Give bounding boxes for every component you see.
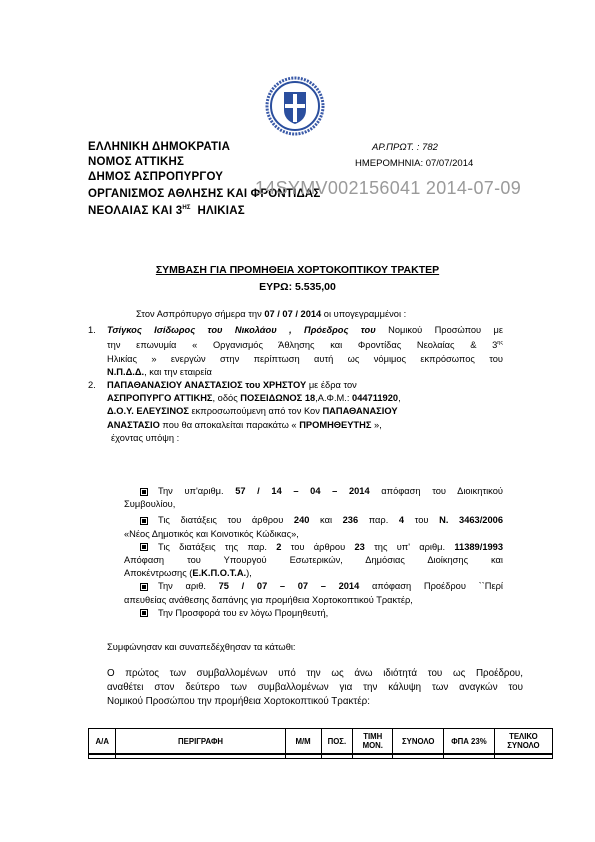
list-item: Την αριθ. 75 / 07 – 07 – 2014 απόφαση Προέδρου ``Περί	[140, 580, 503, 593]
ada-stamp: 14SYMV002156041 2014-07-09	[255, 178, 522, 198]
col-description: ΠΕΡΙΓΡΑΦΗ	[116, 729, 285, 755]
party2-block: ΠΑΠΑΘΑΝΑΣΙΟΥ ΑΝΑΣΤΑΣΙΟΣ του ΧΡΗΣΤΟΥ με έδρα τον ΑΣΠΡΟΠΥΡΓΟ ΑΤΤΙΚΗΣ, οδός ΠΟΣΕΙΔΩΝΟΣ 18,Α.Φ.Μ.: 044711920, Δ.Ο.Υ. ΕΛΕΥΣΙΝΟΣ εκπροσωπούμενη από τον Κον ΠΑΠΑΘΑΝΑΣΙΟΥ ΑΝΑΣΤΑΣΙΟ που θα αποκαλείται παρακάτω « ΠΡΟΜΗΘΕΥΤΗΣ », έχοντας υπόψη :	[107, 380, 401, 443]
checkbox-bullet-icon	[140, 517, 148, 525]
col-quantity: ΠΟΣ.	[321, 729, 353, 755]
greek-coat-of-arms-icon	[265, 76, 325, 136]
header-republic: ΕΛΛΗΝΙΚΗ ΔΗΜΟΚΡΑΤΙΑ	[88, 141, 231, 153]
assignment-paragraph: Ο πρώτος των συμβαλλομένων υπό την ως άνω ιδιότητά του ως Προέδρου, αναθέτει στον δεύτερο των συμβαλλομένων για την κάλυψη των αναγκών του Νομικού Προσώπου την προμήθεια Χορτοκοπτικού Τρακτέρ:	[107, 668, 523, 707]
checkbox-bullet-icon	[140, 583, 148, 591]
col-total: ΣΥΝΟΛΟ	[393, 729, 444, 755]
protocol-number: ΑΡ.ΠΡΩΤ. : 782	[372, 142, 438, 153]
header-organization: ΟΡΓΑΝΙΣΜΟΣ ΑΘΛΗΣΗΣ ΚΑΙ ΦΡΟΝΤΙΔΑΣ	[88, 188, 321, 200]
header-prefecture: ΝΟΜΟΣ ΑΤΤΙΚΗΣ	[88, 156, 185, 168]
list-item: Τις διατάξεις της παρ. 2 του άρθρου 23 της υπ' αριθμ. 11389/1993	[140, 541, 503, 554]
list-item: Την Προσφορά του εν λόγω Προμηθευτή,	[140, 607, 503, 620]
party1-number: 1.	[88, 325, 96, 335]
col-aa: Α/Α	[89, 729, 116, 755]
list-item: Τις διατάξεις του άρθρου 240 και 236 παρ. 4 του Ν. 3463/2006	[140, 514, 503, 527]
checkbox-bullet-icon	[140, 488, 148, 496]
agreed-line: Συμφώνησαν και συναπεδέχθησαν τα κάτωθι:	[107, 642, 296, 652]
col-unit-price: ΤΙΜΗ ΜΟΝ.	[353, 729, 393, 755]
party2-number: 2.	[88, 380, 96, 390]
considerations-list: Την υπ'αριθμ. 57 / 14 – 04 – 2014 απόφαση του Διοικητικού Συμβουλίου, Τις διατάξεις του άρθρου 240 και 236 παρ. 4 του Ν. 3463/2006 «Νέος Δημοτικός και Κοινοτικός Κώδικας», Τις διατάξεις της παρ. 2 του άρθρου 23 της υπ' αριθμ. 11389/1993 Απόφαση του Υπουργού Εσωτερικών, Δημόσιας Διοίκησης και Αποκέντρωσης (Ε.Κ.Π.Ο.Τ.Α.), Την αριθ. 75 / 07 – 07 – 2014 απόφαση Προέδρου ``Περί απευθείας ανάθεσης δαπάνης για προμήθεια Χορτοκοπτικού Τρακτέρ, Την Προσφορά του εν λόγω Προμηθευτή,	[140, 485, 503, 620]
checkbox-bullet-icon	[140, 543, 148, 551]
checkbox-bullet-icon	[140, 609, 148, 617]
table-separator	[89, 754, 553, 759]
table-header-row	[89, 729, 553, 755]
list-item: Την υπ'αριθμ. 57 / 14 – 04 – 2014 απόφαση του Διοικητικού	[140, 485, 503, 498]
intro-line: Στον Ασπρόπυργο σήμερα την 07 / 07 / 2014 οι υπογεγραμμένοι :	[136, 309, 407, 319]
contract-amount: ΕΥΡΩ: 5.535,00	[259, 281, 336, 293]
col-vat: ΦΠΑ 23%	[444, 729, 495, 755]
header-organization-2: ΝΕΟΛΑΙΑΣ ΚΑΙ $3^{H\Sigma}$ ΗΛΙΚΙΑΣ	[88, 205, 245, 217]
col-unit: Μ/Μ	[285, 729, 321, 755]
document-date: ΗΜΕΡΟΜΗΝΙΑ: 07/07/2014	[355, 158, 474, 169]
header-municipality: ΔΗΜΟΣ ΑΣΠΡΟΠΥΡΓΟΥ	[88, 171, 224, 183]
page-title: ΣΥΜΒΑΣΗ ΓΙΑ ΠΡΟΜΗΘΕΙΑ ΧΟΡΤΟΚΟΠΤΙΚΟΥ ΤΡΑΚΤΕΡ	[155, 264, 440, 276]
col-final-total: ΤΕΛΙΚΟ ΣΥΝΟΛΟ	[494, 729, 552, 755]
party1-block: Τσίγκος Ισίδωρος του Νικολάου , Πρόεδρος του Νομικού Προσώπου με την επωνυμία « Οργανισμός Άθλησης και Φροντίδας Νεολαίας & $3^{\eta\varsigma}$ Ηλικίας » ενεργών στην περίπτωση αυτή ως νόμιμος εκπρόσωπος του Ν.Π.Δ.Δ., και την εταιρεία	[107, 325, 504, 377]
items-table	[88, 728, 553, 759]
